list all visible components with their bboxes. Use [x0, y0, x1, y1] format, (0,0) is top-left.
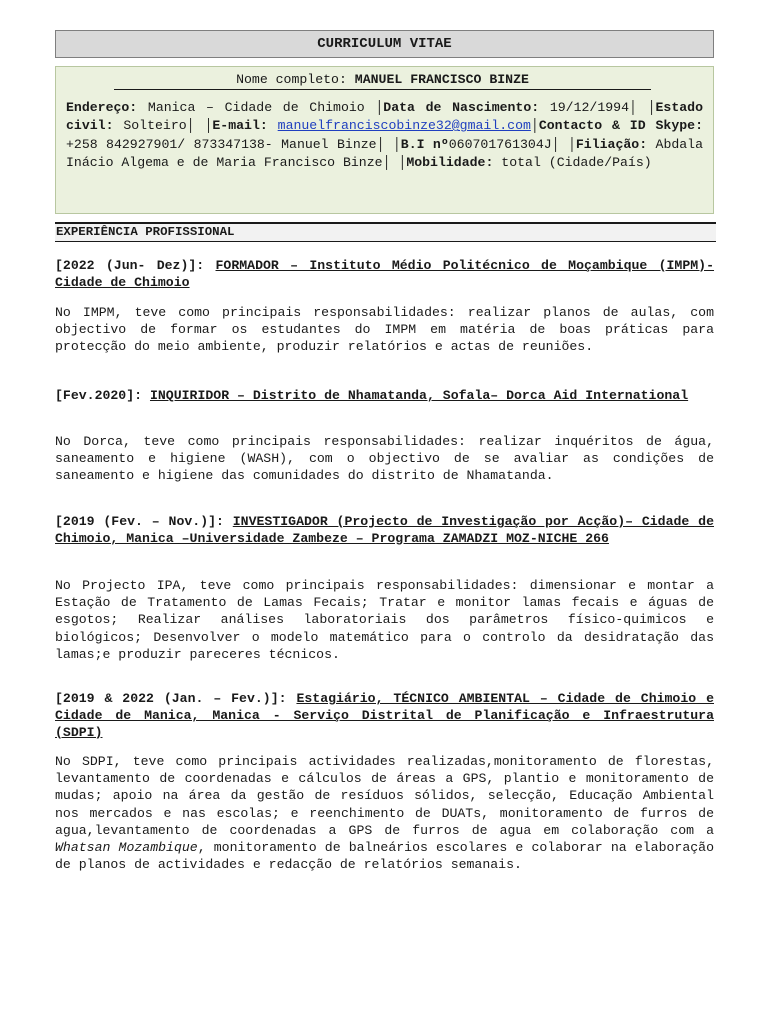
birth-date-value: 19/12/1994: [549, 100, 629, 115]
bi-label: B.I nº: [400, 136, 449, 152]
email-label: E-mail:: [212, 118, 268, 134]
experience-heading: EXPERIÊNCIA PROFISSIONAL: [55, 222, 716, 242]
full-name-value: MANUEL FRANCISCO BINZE: [354, 72, 529, 87]
experience-entry-body: [55, 753, 714, 873]
document-title: CURRICULUM VITAE: [55, 30, 714, 58]
experience-entry-body: No IMPM, teve como principais responsabilidades: realizar planos de aulas, com objectivo de formar os estudantes do IMPM em matéria de boas práticas para protecção do meio ambiente, produzir relatórios e actas de reuniões.: [55, 305, 714, 355]
filiation-label: Filiação:: [575, 136, 648, 152]
mobility-value: total (Cidade/País): [501, 154, 652, 170]
entry-period: [2022 (Jun- Dez)]:: [55, 258, 205, 273]
filiation-value: Abdala Inácio Algema e de Maria Francisco Binze: [66, 136, 704, 170]
entry-period: [Fev.2020]:: [55, 388, 143, 403]
experience-entry-head: [55, 257, 714, 291]
experience-entry-head: [55, 513, 714, 547]
entry-period: [2019 (Fev. – Nov.)]:: [55, 514, 224, 529]
contact-label: Contacto & ID Skype:: [538, 118, 703, 134]
entry-body-italic: Whatsan Mozambique: [55, 840, 198, 856]
entry-body-text: No SDPI, teve como principais actividades realizadas,monitoramento de florestas, levantamento de coordenadas e cálculos de áreas a GPS, plantio e monitoramento de mudas; apoio na área da gestão de resíduos sólidos, selecção, Educação Ambiental nos mercados e nas escolas; e reenchimento de DUATs, monitoramento de furros de agua,levantamento de coordenadas a GPS de furros de agua em colaboração com a: [55, 754, 714, 838]
experience-entry-body: No Projecto IPA, teve como principais responsabilidades: dimensionar e montar a Estação de Tratamento de Lamas Fecais; Tratar e monitor lamas fecais e águas de esgotos; Realizar análises laboratoriais dos parâmetros físico-quimicos e biológicos; Desenvolver o modelo matemático para o controlo da desidratação das lamas;e produzir pareceres técnicos.: [55, 578, 714, 662]
entry-body-text-end: , monitoramento de balneários escolares e colaborar na elaboração de planos de actividades e redacção de relatórios semanais.: [55, 840, 714, 873]
entry-title: INVESTIGADOR (Projecto de Investigação por Acção)– Cidade de Chimoio, Manica –Universidade Zambeze – Programa ZAMADZI MOZ-NICHE 266: [55, 514, 714, 546]
personal-info-box: [55, 66, 714, 214]
mobility-label: Mobilidade:: [406, 154, 494, 170]
full-name-line: [114, 71, 651, 90]
entry-title: Estagiário, TÉCNICO AMBIENTAL – Cidade de Chimoio e Cidade de Manica, Manica - Serviço Distrital de Planificação e Infraestrutura (SDPI): [55, 691, 714, 740]
civil-status-label: Estado civil:: [66, 100, 703, 134]
entry-title: FORMADOR – Instituto Médio Politécnico de Moçambique (IMPM)- Cidade de Chimoio: [55, 258, 715, 290]
entry-period: [2019 & 2022 (Jan. – Fev.)]:: [55, 691, 287, 706]
address-value: Manica – Cidade de Chimoio: [147, 100, 365, 115]
birth-date-label: Data de Nascimento:: [383, 100, 540, 115]
contact-value: +258 842927901/ 873347138- Manuel Binze: [66, 136, 377, 152]
bi-value: 060701761304J: [448, 136, 552, 152]
entry-title: INQUIRIDOR – Distrito de Nhamatanda, Sofala– Dorca Aid International: [149, 388, 689, 403]
personal-details: Endereço: Manica – Cidade de Chimoio │Data de Nascimento: 19/12/1994│ │Estado civil: Solteiro│ │E-mail: manuelfranciscobinze32@gmail.com│Contacto & ID Skype: +258 842927901/ 873347138- Manuel Binze│ │B.I nº060701761304J│ │Filiação: Abdala Inácio Algema e de Maria Francisco Binze│ │Mobilidade: total (Cidade/País): [66, 100, 704, 170]
experience-entry-head: [55, 387, 714, 404]
address-label: Endereço:: [66, 100, 138, 115]
experience-entry-body: No Dorca, teve como principais responsabilidades: realizar inquéritos de água, saneamento e higiene (WASH), com o objectivo de se avaliar as condições de saneamento e higiene das comunidades do distrito de Nhamatanda.: [55, 434, 714, 484]
email-link[interactable]: manuelfranciscobinze32@gmail.com: [277, 118, 531, 134]
full-name-label: Nome completo:: [236, 72, 347, 87]
civil-status-value: Solteiro: [123, 118, 187, 134]
experience-entry-head: [55, 690, 714, 741]
